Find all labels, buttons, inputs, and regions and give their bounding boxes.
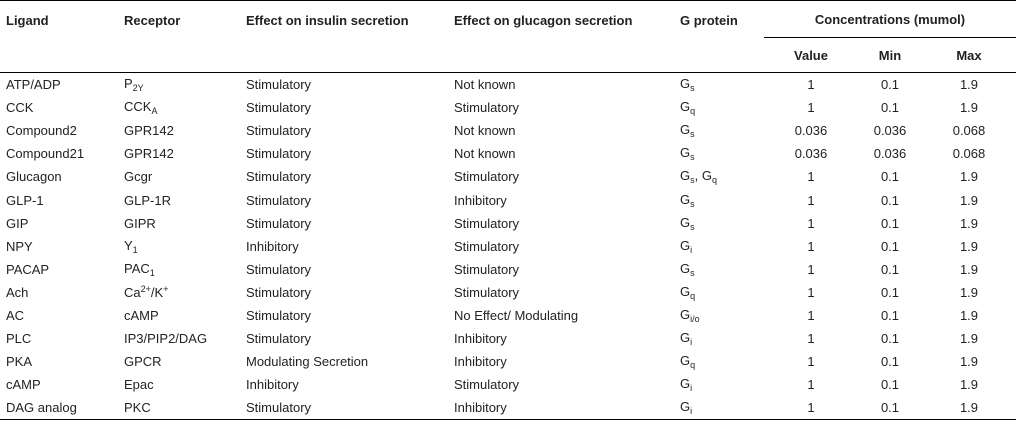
cell-glucagon-effect: Stimulatory — [454, 100, 520, 116]
cell-max: 1.9 — [959, 100, 979, 116]
cell-receptor — [118, 396, 240, 420]
cell-glucagon-effect: Stimulatory — [454, 284, 520, 300]
cell-min: 0.036 — [873, 123, 907, 139]
cell-g-protein — [674, 350, 764, 373]
header-g-protein: G protein — [680, 13, 738, 28]
table-row — [0, 165, 1016, 188]
g-protein-name: G — [680, 330, 691, 346]
cell-insulin-effect: Stimulatory — [246, 261, 312, 277]
g-protein-name: G — [680, 237, 691, 253]
receptor-subscript: 1 — [149, 267, 155, 278]
cell-max: 1.9 — [959, 331, 979, 347]
cell-value: 1 — [807, 238, 815, 254]
g-protein-subscript: i/o — [690, 313, 700, 324]
cell-glucagon-effect: Stimulatory — [454, 261, 520, 277]
cell-value: 1 — [807, 100, 815, 116]
table-row — [0, 258, 1016, 281]
cell-value: 1 — [764, 396, 858, 420]
cell-insulin-effect: Stimulatory — [240, 396, 448, 420]
cell-min: 0.1 — [880, 77, 900, 93]
cell-min: 0.1 — [880, 307, 900, 323]
g-protein-name: G — [680, 306, 691, 322]
g-protein-subscript: i — [690, 406, 693, 417]
receptor-name: Epac — [124, 377, 154, 393]
receptor-name: Gcgr — [124, 169, 153, 185]
cell-glucagon-effect: Not known — [454, 123, 516, 139]
cell-value: 1 — [807, 307, 815, 323]
header-row — [0, 1, 1016, 38]
cell-ligand: cAMP — [6, 377, 41, 393]
cell-receptor — [118, 235, 240, 258]
cell-insulin-effect: Stimulatory — [246, 169, 312, 185]
cell-glucagon-effect: Not known — [454, 146, 516, 162]
cell-max: 1.9 — [959, 215, 979, 231]
cell-min: 0.1 — [880, 354, 900, 370]
cell-max: 1.9 — [959, 307, 979, 323]
cell-ligand: Ach — [6, 284, 29, 300]
cell-value: 0.036 — [794, 123, 828, 139]
table-row — [0, 281, 1016, 304]
cell-glucagon-effect: Not known — [454, 77, 516, 93]
cell-value: 1 — [807, 377, 815, 393]
g-protein-name: G — [680, 214, 691, 230]
table-row — [0, 96, 1016, 119]
cell-g-protein — [674, 165, 764, 188]
g-protein-subscript: s — [690, 129, 695, 140]
cell-receptor — [118, 281, 240, 304]
cell-max: 1.9 — [959, 377, 979, 393]
cell-max: 0.068 — [952, 123, 986, 139]
header-glucagon-effect: Effect on glucagon secretion — [454, 13, 633, 28]
g-protein-subscript: i — [690, 383, 693, 394]
cell-ligand: Glucagon — [6, 169, 62, 185]
cell-g-protein — [674, 327, 764, 350]
cell-g-protein — [674, 119, 764, 142]
cell-value: 0.036 — [794, 146, 828, 162]
g-protein-name: G — [680, 168, 691, 184]
header-insulin-effect: Effect on insulin secretion — [246, 13, 409, 28]
g-protein-name: G — [680, 283, 691, 299]
cell-max: 0.068 — [952, 146, 986, 162]
cell-receptor — [118, 350, 240, 373]
receptor-subscript: A — [151, 106, 158, 117]
g-protein-name: G — [680, 191, 691, 207]
receptor-name: GPR142 — [124, 146, 174, 162]
g-protein-name: G — [680, 260, 691, 276]
g-protein-subscript: i — [690, 337, 693, 348]
g-protein-name: G — [680, 399, 691, 415]
cell-max: 1.9 — [959, 238, 979, 254]
cell-insulin-effect: Stimulatory — [246, 100, 312, 116]
receptor-subscript: 1 — [132, 244, 138, 255]
cell-max: 1.9 — [959, 354, 979, 370]
cell-value: 1 — [807, 169, 815, 185]
cell-receptor — [118, 327, 240, 350]
receptor-superscript: 2+ — [140, 284, 151, 295]
receptor-name: Ca — [124, 285, 141, 301]
cell-g-protein — [674, 73, 764, 97]
cell-insulin-effect: Modulating Secretion — [246, 354, 369, 370]
g-protein-name: G — [701, 168, 712, 184]
cell-receptor — [118, 96, 240, 119]
cell-max: 1.9 — [959, 169, 979, 185]
cell-ligand: ATP/ADP — [6, 77, 61, 93]
header-receptor: Receptor — [124, 13, 181, 28]
receptor-name: PAC — [124, 260, 150, 276]
receptor-name: GIPR — [124, 215, 156, 231]
g-protein-subscript: q — [690, 290, 696, 301]
header-concentrations: Concentrations (mumol) — [764, 1, 1016, 38]
header-ligand: Ligand — [6, 13, 49, 28]
table-row — [0, 304, 1016, 327]
cell-ligand: CCK — [6, 100, 34, 116]
cell-insulin-effect: Stimulatory — [246, 146, 312, 162]
cell-ligand: Compound21 — [6, 146, 85, 162]
cell-min: 0.1 — [880, 238, 900, 254]
g-protein-name: G — [680, 99, 691, 115]
table-row — [0, 73, 1016, 97]
cell-min: 0.1 — [880, 169, 900, 185]
cell-receptor — [118, 142, 240, 165]
cell-g-protein — [674, 188, 764, 211]
receptor-subscript: 2Y — [132, 83, 144, 94]
table-row — [0, 212, 1016, 235]
cell-insulin-effect: Stimulatory — [246, 215, 312, 231]
cell-value: 1 — [807, 284, 815, 300]
cell-value: 1 — [807, 192, 815, 208]
table-row — [0, 373, 1016, 396]
cell-g-protein — [674, 235, 764, 258]
g-protein-subscript: s — [690, 83, 695, 94]
cell-glucagon-effect: Inhibitory — [448, 396, 674, 420]
g-protein-name: G — [680, 76, 691, 92]
cell-glucagon-effect: No Effect/ Modulating — [454, 307, 579, 323]
cell-min: 0.1 — [880, 100, 900, 116]
receptor-name: cAMP — [124, 307, 159, 323]
receptor-name: GPCR — [124, 354, 162, 370]
g-protein-subscript: s — [690, 152, 695, 163]
cell-glucagon-effect: Stimulatory — [454, 169, 520, 185]
g-protein-subscript: s — [690, 175, 695, 186]
cell-ligand: Compound2 — [6, 123, 77, 139]
table-row — [0, 396, 1016, 420]
cell-max: 1.9 — [959, 192, 979, 208]
cell-value: 1 — [807, 354, 815, 370]
cell-insulin-effect: Stimulatory — [246, 307, 312, 323]
cell-ligand: PACAP — [6, 261, 50, 277]
cell-g-protein — [674, 142, 764, 165]
cell-value: 1 — [807, 215, 815, 231]
g-protein-subscript: q — [690, 360, 696, 371]
cell-glucagon-effect: Stimulatory — [454, 238, 520, 254]
g-protein-subscript: q — [690, 106, 696, 117]
receptor-superscript: + — [163, 284, 169, 295]
cell-receptor — [118, 212, 240, 235]
g-protein-subscript: i — [690, 244, 693, 255]
cell-max: 1.9 — [959, 284, 979, 300]
cell-g-protein — [674, 96, 764, 119]
g-protein-subscript: s — [690, 221, 695, 232]
cell-insulin-effect: Inhibitory — [246, 377, 299, 393]
cell-g-protein — [674, 304, 764, 327]
table-row — [0, 327, 1016, 350]
table-body — [0, 73, 1016, 420]
receptor-name: P — [124, 76, 133, 92]
receptor-name: GLP-1R — [124, 192, 171, 208]
receptor-name: PKC — [124, 400, 151, 416]
cell-value: 1 — [807, 331, 815, 347]
cell-g-protein — [674, 212, 764, 235]
receptor-name: IP3/PIP2/DAG — [124, 331, 208, 347]
cell-ligand: GIP — [6, 215, 29, 231]
cell-min: 0.1 — [858, 396, 922, 420]
cell-g-protein — [674, 373, 764, 396]
cell-insulin-effect: Inhibitory — [246, 238, 299, 254]
cell-max: 1.9 — [922, 396, 1016, 420]
cell-glucagon-effect: Stimulatory — [454, 215, 520, 231]
g-protein-subscript: s — [690, 267, 695, 278]
g-protein-subscript: q — [711, 175, 717, 186]
receptor-name: CCK — [124, 99, 152, 115]
cell-glucagon-effect: Inhibitory — [454, 192, 507, 208]
cell-min: 0.1 — [880, 261, 900, 277]
table-row — [0, 142, 1016, 165]
cell-receptor — [118, 165, 240, 188]
cell-value: 1 — [807, 261, 815, 277]
cell-min: 0.1 — [880, 215, 900, 231]
cell-insulin-effect: Stimulatory — [246, 331, 312, 347]
cell-min: 0.1 — [880, 331, 900, 347]
receptor-name: Y — [124, 237, 133, 253]
cell-ligand: PLC — [6, 331, 32, 347]
cell-ligand: PKA — [6, 354, 33, 370]
cell-insulin-effect: Stimulatory — [246, 284, 312, 300]
g-protein-separator: , — [694, 168, 702, 184]
cell-insulin-effect: Stimulatory — [246, 192, 312, 208]
cell-min: 0.1 — [880, 284, 900, 300]
cell-glucagon-effect: Inhibitory — [454, 354, 507, 370]
cell-ligand: GLP-1 — [6, 192, 44, 208]
cell-max: 1.9 — [959, 77, 979, 93]
table-row — [0, 188, 1016, 211]
cell-receptor — [118, 73, 240, 97]
g-protein-name: G — [680, 145, 691, 161]
table-row — [0, 350, 1016, 373]
cell-receptor — [118, 258, 240, 281]
cell-insulin-effect: Stimulatory — [246, 123, 312, 139]
cell-receptor — [118, 119, 240, 142]
cell-value: 1 — [807, 77, 815, 93]
table-row — [0, 235, 1016, 258]
cell-min: 0.1 — [880, 192, 900, 208]
cell-g-protein — [674, 396, 764, 420]
cell-ligand: AC — [6, 307, 25, 323]
cell-ligand: NPY — [6, 238, 33, 254]
cell-glucagon-effect: Stimulatory — [454, 377, 520, 393]
g-protein-name: G — [680, 353, 691, 369]
cell-receptor — [118, 373, 240, 396]
g-protein-name: G — [680, 376, 691, 392]
cell-receptor — [118, 304, 240, 327]
cell-g-protein — [674, 258, 764, 281]
cell-g-protein — [674, 281, 764, 304]
cell-insulin-effect: Stimulatory — [246, 77, 312, 93]
header-value: Value — [794, 47, 828, 63]
cell-max: 1.9 — [959, 261, 979, 277]
header-max: Max — [956, 47, 982, 63]
cell-receptor — [118, 188, 240, 211]
receptor-name: GPR142 — [124, 123, 174, 139]
table-row — [0, 119, 1016, 142]
header-min: Min — [878, 47, 902, 63]
cell-ligand: DAG analog — [0, 396, 118, 420]
g-protein-subscript: s — [690, 198, 695, 209]
g-protein-name: G — [680, 122, 691, 138]
cell-min: 0.1 — [880, 377, 900, 393]
cell-glucagon-effect: Inhibitory — [454, 331, 507, 347]
cell-min: 0.036 — [873, 146, 907, 162]
receptor-name-part: /K — [150, 285, 164, 301]
